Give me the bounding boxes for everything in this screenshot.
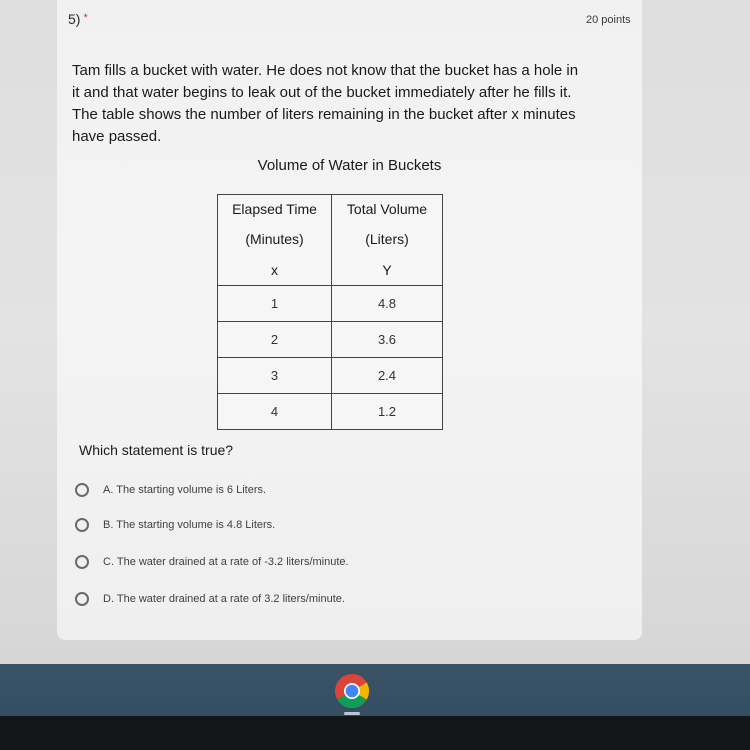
- table-row: [218, 358, 443, 394]
- radio-button-b[interactable]: [75, 518, 89, 532]
- header-x-line1: Elapsed Time: [218, 195, 332, 224]
- screen-bezel: [0, 716, 750, 750]
- option-b[interactable]: [75, 515, 275, 535]
- required-mark: *: [83, 12, 88, 24]
- cell-minutes: 2: [218, 322, 332, 358]
- table-row: [218, 394, 443, 430]
- question-text: [72, 60, 640, 148]
- question-line: The table shows the number of liters remaining in the bucket after x minutes: [72, 106, 576, 123]
- option-d-label[interactable]: D. The water drained at a rate of 3.2 liters/minute.: [103, 593, 345, 605]
- table-row: [218, 322, 443, 358]
- chrome-icon[interactable]: [334, 673, 370, 709]
- option-a-label[interactable]: A. The starting volume is 6 Liters.: [103, 484, 267, 496]
- cell-liters: 2.4: [332, 358, 443, 394]
- option-c[interactable]: [75, 552, 349, 572]
- question-line: it and that water begins to leak out of the bucket immediately after he fills it.: [72, 84, 572, 101]
- radio-button-c[interactable]: [75, 555, 89, 569]
- cell-minutes: 1: [218, 286, 332, 322]
- cell-liters: 4.8: [332, 286, 443, 322]
- option-c-label[interactable]: C. The water drained at a rate of -3.2 liters/minute.: [103, 556, 349, 568]
- taskbar: [0, 664, 750, 716]
- active-app-indicator: [344, 712, 360, 715]
- prompt-text: Which statement is true?: [79, 442, 234, 458]
- table-row: [218, 286, 443, 322]
- cell-minutes: 3: [218, 358, 332, 394]
- question-number: [68, 11, 88, 27]
- question-number-label: 5): [68, 11, 81, 27]
- cell-minutes: 4: [218, 394, 332, 430]
- header-y-line1: Total Volume: [332, 195, 443, 224]
- question-line: have passed.: [72, 128, 162, 145]
- option-b-label[interactable]: B. The starting volume is 4.8 Liters.: [103, 519, 276, 531]
- points-label: 20 points: [586, 14, 631, 26]
- table-title: Volume of Water in Buckets: [257, 157, 442, 174]
- header-x-line2: (Minutes): [218, 223, 332, 255]
- volume-table: [217, 194, 443, 430]
- question-line: Tam fills a bucket with water. He does not know that the bucket has a hole in: [72, 62, 579, 79]
- cell-liters: 1.2: [332, 394, 443, 430]
- header-y-line2: (Liters): [332, 223, 443, 255]
- radio-button-a[interactable]: [75, 483, 89, 497]
- option-a[interactable]: [75, 480, 266, 500]
- cell-liters: 3.6: [332, 322, 443, 358]
- header-y-var: Y: [332, 255, 443, 286]
- header-x-var: x: [218, 255, 332, 286]
- radio-button-d[interactable]: [75, 592, 89, 606]
- option-d[interactable]: [75, 589, 345, 609]
